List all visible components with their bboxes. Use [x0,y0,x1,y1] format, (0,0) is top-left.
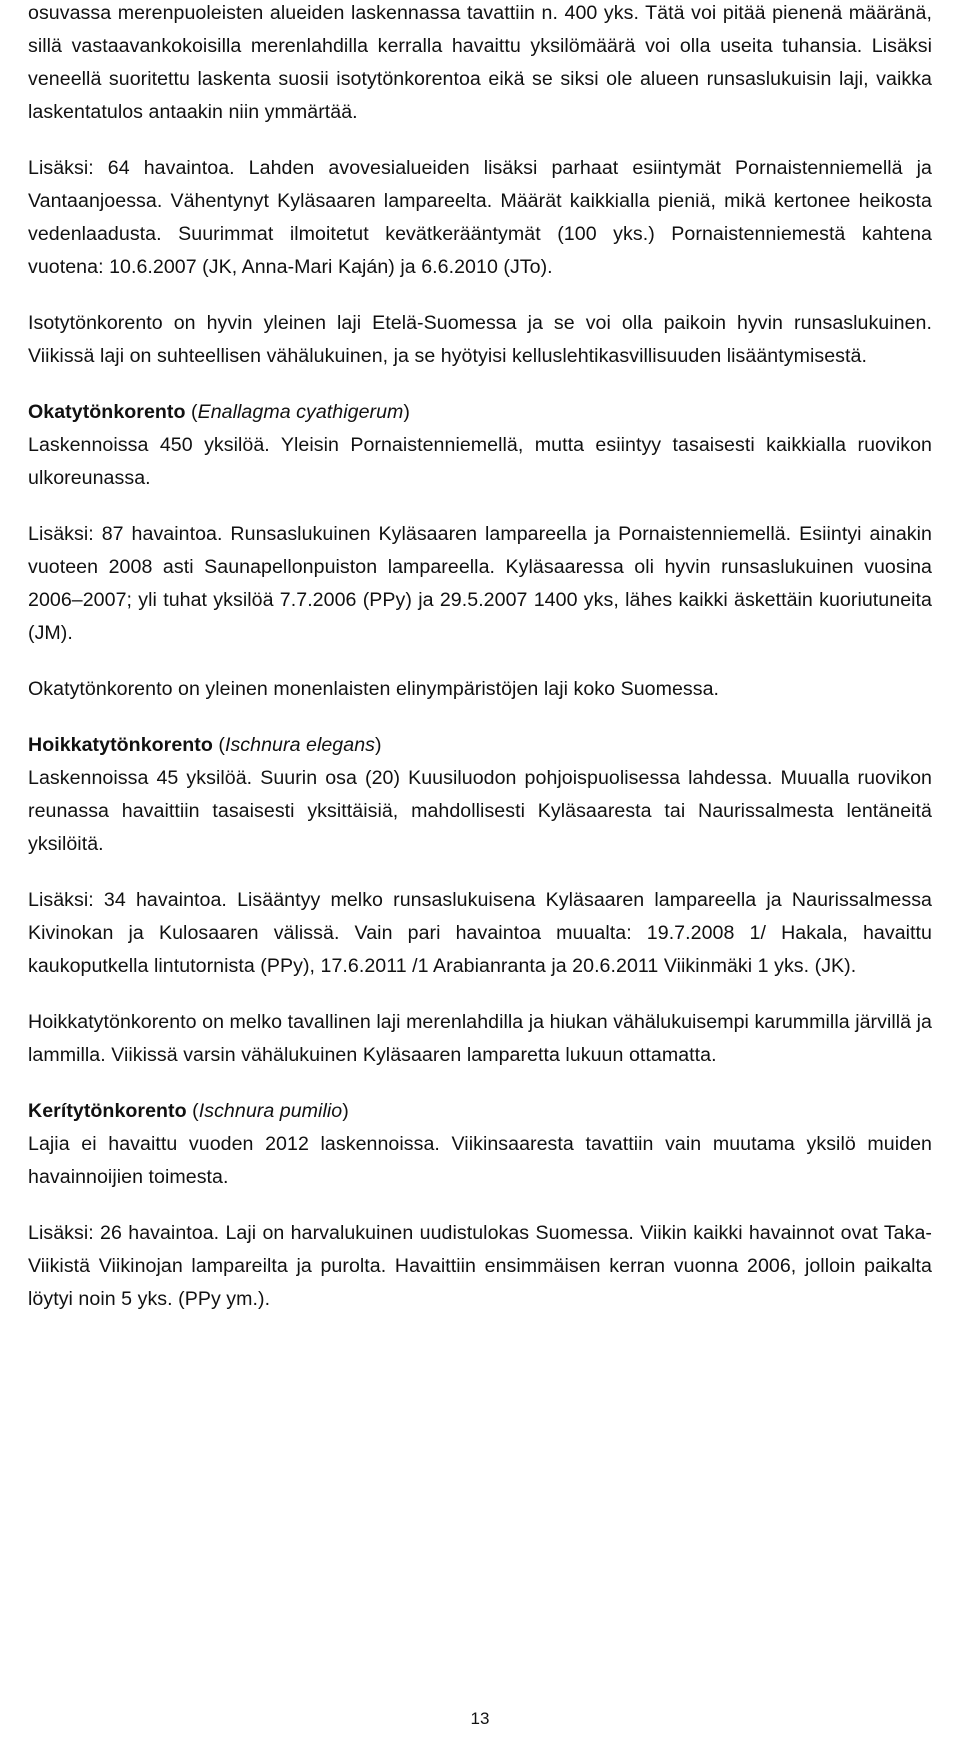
species-name: Hoikkatytönkorento [28,734,213,756]
body-paragraph: Lisäksi: 64 havaintoa. Lahden avovesialueiden lisäksi parhaat esiintymät Pornaistenniemellä ja Vantaanjoessa. Vähentynyt Kyläsaaren lampareelta. Määrät kaikkialla pieniä, mikä kertonee heikosta vedenlaadusta. Suurimmat ilmoitetut kevätkerääntymät (100 yks.) Pornaistenniemestä kahtena vuotena: 10.6.2007 (JK, Anna-Mari Kaján) ja 6.6.2010 (JTo). [28,157,932,278]
body-paragraph: Isotytönkorento on hyvin yleinen laji Etelä-Suomessa ja se voi olla paikoin hyvin runsaslukuinen. Viikissä laji on suhteellisen vähälukuinen, ja se hyötyisi kelluslehtikasvillisuuden lisääntymisestä. [28,312,932,367]
page-number: 13 [470,1709,490,1728]
species-additional-paragraph: Lisäksi: 34 havaintoa. Lisääntyy melko runsaslukuisena Kyläsaaren lampareella ja Naurissalmessa Kivinokan ja Kulosaaren välissä. Vain pari havaintoa muualta: 19.7.2008 1/ Hakala, havaittu kaukoputkella lintutornista (PPy), 17.6.2011 /1 Arabianranta ja 20.6.2011 Viikinmäki 1 yks. (JK). [28,889,932,977]
species-latin-name: Ischnura pumilio [198,1100,343,1122]
species-section-okatytonkorento [28,396,932,706]
species-name: Okatytönkorento [28,401,186,423]
species-section-hoikkatytonkorento [28,729,932,1072]
species-heading: Kerítytönkorento (Ischnura pumilio) [28,1100,349,1122]
species-count-paragraph: Lajia ei havaittu vuoden 2012 laskennoissa. Viikinsaaresta tavattiin vain muutama yksilö muiden havainnoijien toimesta. [28,1133,932,1188]
species-latin-name: Ischnura elegans [224,734,375,756]
body-paragraph: osuvassa merenpuoleisten alueiden laskennassa tavattiin n. 400 yks. Tätä voi pitää pienenä määränä, sillä vastaavankokoisilla merenlahdilla kerralla havaittu yksilömäärä voi olla useita tuhansia. Lisäksi veneellä suoritettu laskenta suosii isotytönkorentoa eikä se siksi ole alueen runsaslukuisin laji, vaikka laskentatulos antaakin niin ymmärtää. [28,2,932,123]
species-additional-paragraph: Lisäksi: 87 havaintoa. Runsaslukuinen Kyläsaaren lampareella ja Pornaistenniemellä. Esiintyi ainakin vuoteen 2008 asti Saunapellonpuiston lampareella. Kyläsaaressa oli hyvin runsaslukuinen vuosina 2006–2007; yli tuhat yksilöä 7.7.2006 (PPy) ja 29.5.2007 1400 yks, lähes kaikki äskettäin kuoriutuneita (JM). [28,523,932,644]
species-additional-paragraph: Lisäksi: 26 havaintoa. Laji on harvalukuinen uudistulokas Suomessa. Viikin kaikki havainnot ovat Taka-Viikistä Viikinojan lampareilta ja purolta. Havaittiin ensimmäisen kerran vuonna 2006, jolloin paikalta löytyi noin 5 yks. (PPy ym.). [28,1222,932,1310]
species-name: Kerítytönkorento [28,1100,187,1122]
species-count-paragraph: Laskennoissa 45 yksilöä. Suurin osa (20) Kuusiluodon pohjoispuolisessa lahdessa. Muualla ruovikon reunassa havaittiin tasaisesti yksittäisiä, mahdollisesti Kyläsaaresta tai Naurissalmesta lentäneitä yksilöitä. [28,767,932,855]
species-heading: Hoikkatytönkorento (Ischnura elegans) [28,734,382,756]
species-status-paragraph: Okatytönkorento on yleinen monenlaisten elinympäristöjen laji koko Suomessa. [28,678,720,700]
species-section-keritytonkorento [28,1095,932,1316]
species-latin-name: Enallagma cyathigerum [197,401,404,423]
document-body [28,0,932,1316]
species-heading: Okatytönkorento (Enallagma cyathigerum) [28,401,410,423]
species-count-paragraph: Laskennoissa 450 yksilöä. Yleisin Pornaistenniemellä, mutta esiintyy tasaisesti kaikkialla ruovikon ulkoreunassa. [28,434,932,489]
species-status-paragraph: Hoikkatytönkorento on melko tavallinen laji merenlahdilla ja hiukan vähälukuisempi karummilla järvillä ja lammilla. Viikissä varsin vähälukuinen Kyläsaaren lamparetta lukuun ottamatta. [28,1011,932,1066]
